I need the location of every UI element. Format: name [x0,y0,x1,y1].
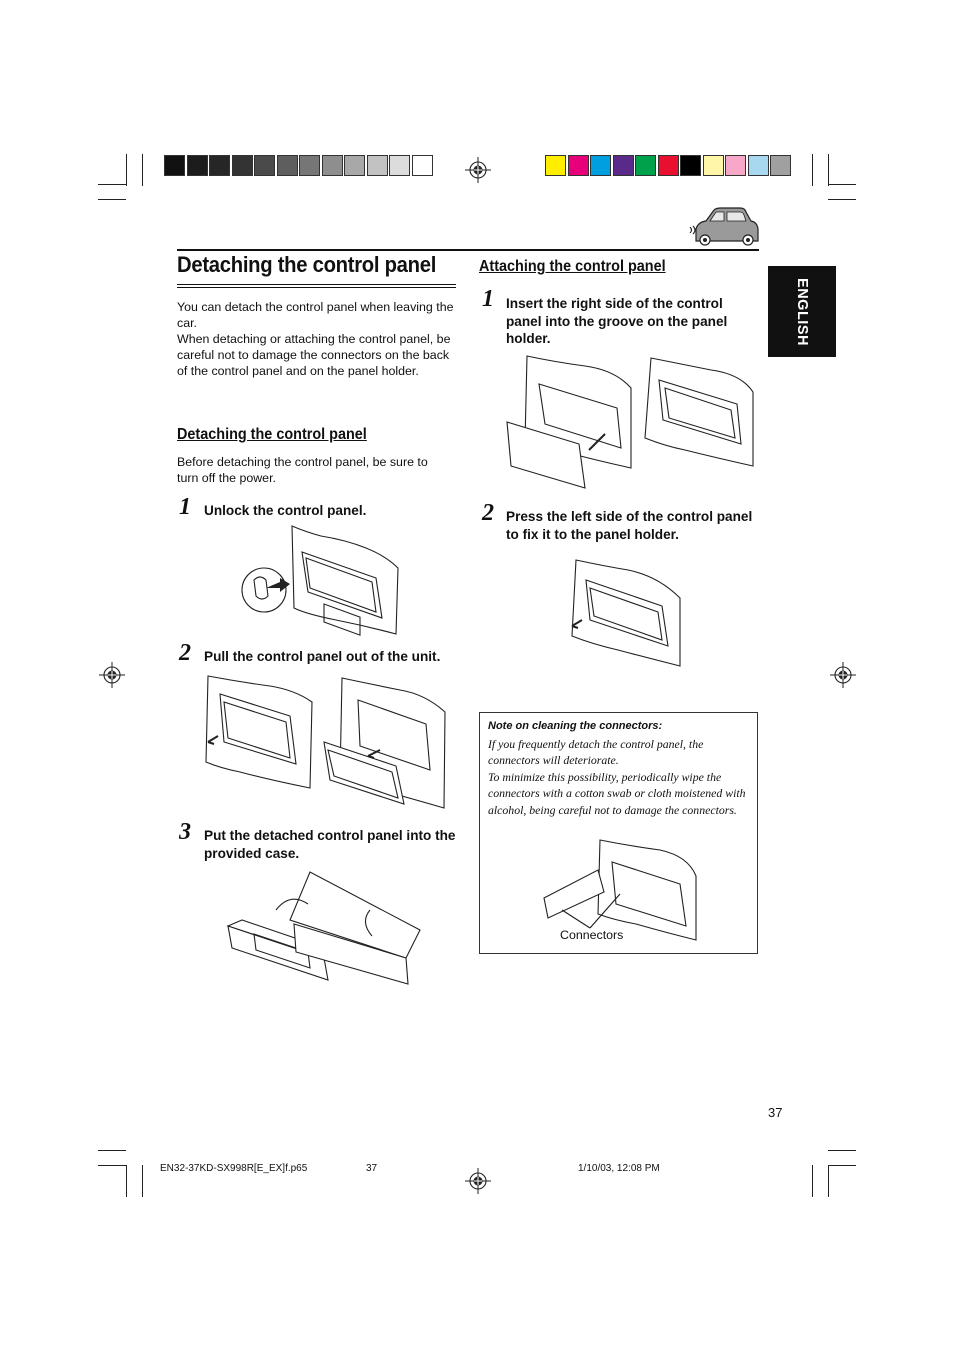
intro-line: You can detach the control panel when leaving the car. [177,300,454,330]
gray-swatch [389,155,410,176]
gray-swatch [277,155,298,176]
gray-swatch [367,155,388,176]
detaching-lead: Before detaching the control panel, be sure to turn off the power. [177,455,428,485]
gray-swatch [209,155,230,176]
color-swatch [725,155,746,176]
gray-swatch [299,155,320,176]
color-swatch [590,155,611,176]
title-rule-bottom [177,284,456,285]
attaching-heading: Attaching the control panel [479,258,666,275]
press-illustration [568,556,684,668]
step-number: 1 [179,494,191,520]
gray-swatch [164,155,185,176]
step-number: 1 [482,286,494,312]
color-swatch [658,155,679,176]
color-swatch [680,155,701,176]
language-tab [768,266,836,357]
car-icon [688,207,760,249]
connectors-label: Connectors [560,928,624,942]
step-text: Put the detached control panel into the provided case. [204,828,456,861]
step-number: 3 [179,819,191,845]
step-number: 2 [179,640,191,666]
detaching-heading: Detaching the control panel [177,426,367,443]
intro-line: When detaching or attaching the control panel, be careful not to damage the connectors on the back of the control panel and on the panel holder. [177,332,451,378]
insert-illustration [505,352,757,492]
page-number: 37 [768,1105,783,1120]
registration-mark-icon [465,157,491,183]
note-title: Note on cleaning the connectors: [488,720,663,732]
page-title: Detaching the control panel [177,252,437,277]
title-rule-top [177,249,759,251]
step-text: Insert the right side of the control panel into the groove on the panel holder. [506,296,728,346]
footer-page: 37 [366,1163,378,1174]
gray-swatch [412,155,433,176]
color-swatch [613,155,634,176]
footer-file: EN32-37KD-SX998R[E_EX]f.p65 [160,1163,308,1174]
gray-swatch [344,155,365,176]
color-swatch [770,155,791,176]
step-number: 2 [482,500,494,526]
step-text: Press the left side of the control panel to fix it to the panel holder. [506,509,753,542]
language-tab-label: ENGLISH [794,277,810,346]
registration-mark-icon [465,1168,491,1194]
registration-mark-icon [99,662,125,688]
registration-mark-icon [830,662,856,688]
pull-out-illustration [200,672,455,812]
color-swatch [545,155,566,176]
gray-swatch [322,155,343,176]
connectors-illustration [540,836,700,940]
color-swatch [568,155,589,176]
gray-swatch [254,155,275,176]
title-rule-bottom [177,287,456,288]
gray-swatch [232,155,253,176]
step-text: Pull the control panel out of the unit. [204,649,441,664]
step-text: Unlock the control panel. [204,503,367,518]
intro-paragraph [177,299,457,379]
color-swatch [635,155,656,176]
note-body: If you frequently detach the control panel, the connectors will deteriorate. To minimize this possibility, periodically wipe the connectors with a cotton swab or cloth moistened with alcohol, being careful not to damage the connectors. [488,737,746,817]
unlock-illustration [236,522,401,636]
case-illustration [224,866,424,990]
footer-timestamp: 1/10/03, 12:08 PM [578,1163,660,1174]
gray-swatch [187,155,208,176]
color-swatch [748,155,769,176]
color-swatch [703,155,724,176]
